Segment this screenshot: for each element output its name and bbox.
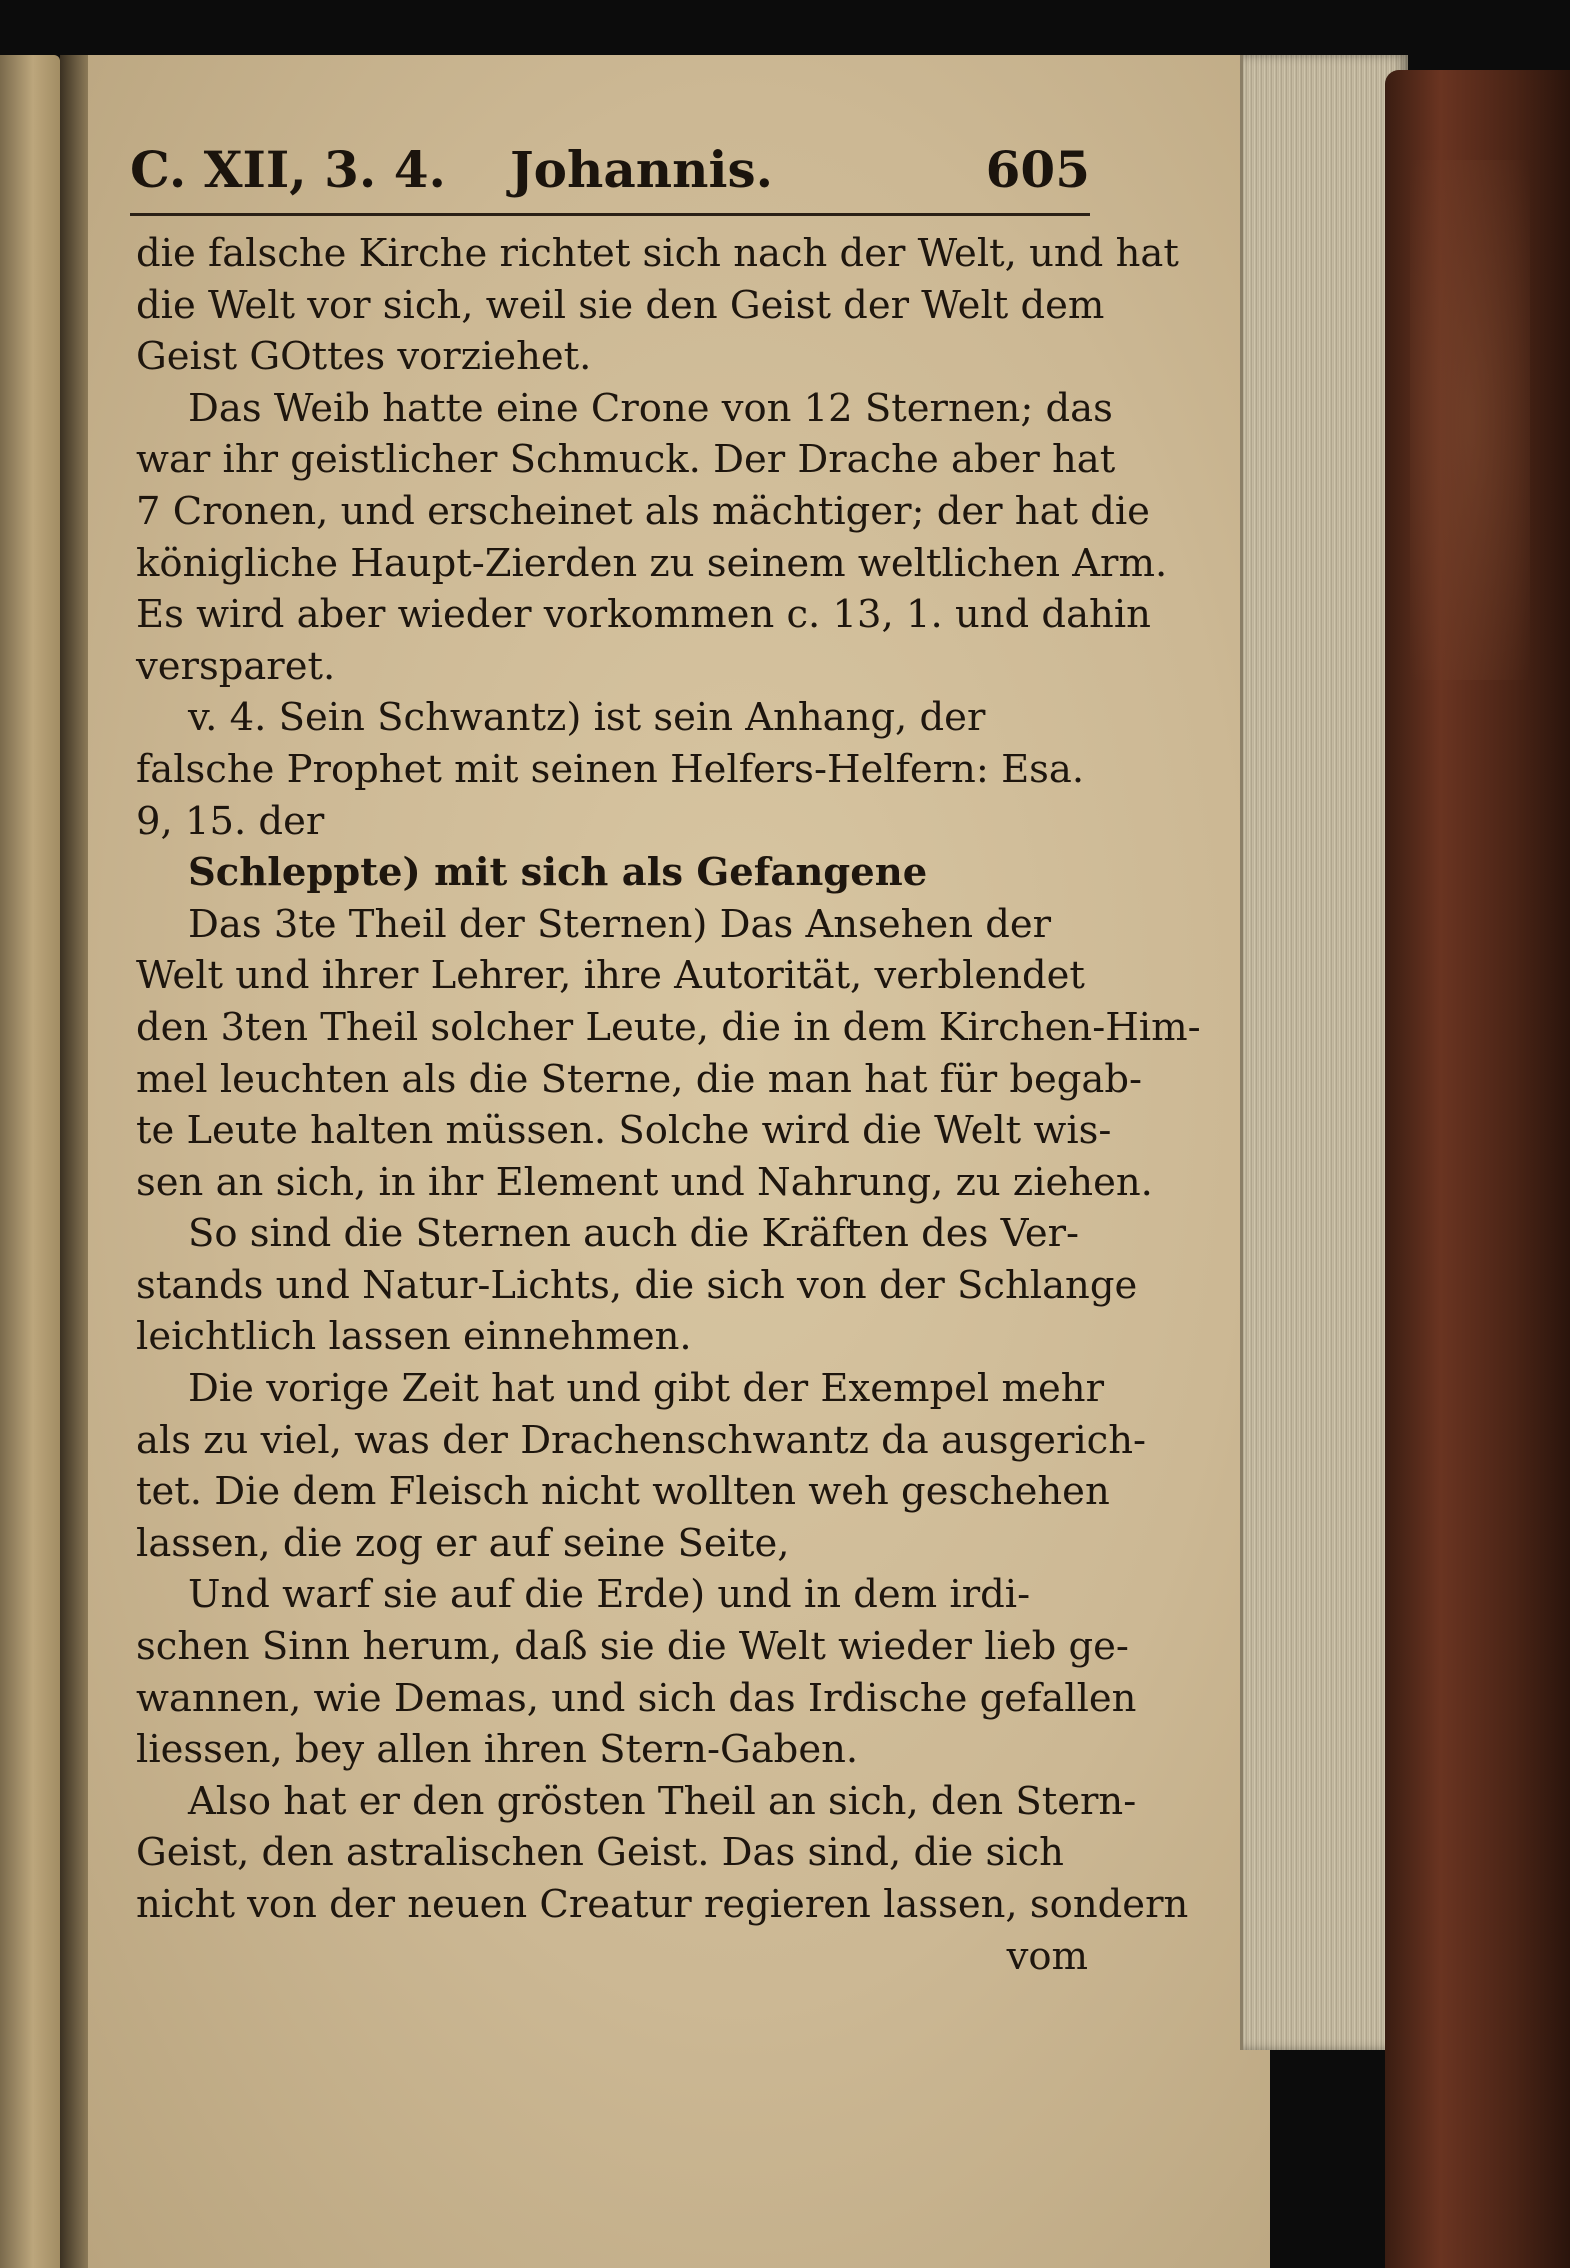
text-line: falsche Prophet mit seinen Helfers-Helfern: Esa. bbox=[136, 746, 1085, 792]
text-line: Schleppte) mit sich als Gefangene bbox=[188, 850, 928, 896]
catchword: vom bbox=[1006, 1933, 1088, 1979]
text-line: versparet. bbox=[136, 643, 336, 689]
text-line: lassen, die zog er auf seine Seite, bbox=[136, 1520, 790, 1566]
page-block-edges bbox=[1240, 55, 1408, 2050]
text-line: So sind die Sternen auch die Kräften des Ver- bbox=[188, 1211, 1080, 1257]
text-line: Geist, den astralischen Geist. Das sind, die sich bbox=[136, 1830, 1064, 1876]
text-line: tet. Die dem Fleisch nicht wollten weh geschehen bbox=[136, 1469, 1110, 1515]
header-rule bbox=[130, 213, 1090, 216]
text-line: Das Weib hatte eine Crone von 12 Sternen; das bbox=[188, 385, 1113, 431]
text-line: v. 4. Sein Schwantz) ist sein Anhang, der bbox=[188, 695, 986, 741]
text-line: nicht von der neuen Creatur regieren lassen, sondern bbox=[136, 1882, 1189, 1927]
cover-wear bbox=[1410, 160, 1530, 680]
text-line: wannen, wie Demas, und sich das Irdische gefallen bbox=[136, 1675, 1137, 1721]
text-line: Es wird aber wieder vorkommen c. 13, 1. und dahin bbox=[136, 592, 1151, 638]
text-line: die Welt vor sich, weil sie den Geist der Welt dem bbox=[136, 282, 1105, 328]
text-line: 9, 15. der bbox=[136, 798, 325, 844]
text-line: te Leute halten müssen. Solche wird die Welt wis- bbox=[136, 1108, 1112, 1154]
facing-page-edge bbox=[0, 55, 60, 2268]
text-line: Die vorige Zeit hat und gibt der Exempel mehr bbox=[188, 1366, 1104, 1412]
book-title: Johannis. bbox=[510, 140, 774, 199]
book-gutter bbox=[60, 55, 88, 2268]
text-line: schen Sinn herum, daß sie die Welt wieder lieb ge- bbox=[136, 1624, 1129, 1670]
page-number: 605 bbox=[985, 140, 1090, 199]
text-line: 7 Cronen, und erscheinet als mächtiger; der hat die bbox=[136, 488, 1150, 534]
text-line: mel leuchten als die Sterne, die man hat für begab- bbox=[136, 1056, 1143, 1102]
text-line: Und warf sie auf die Erde) und in dem irdi- bbox=[188, 1572, 1031, 1618]
text-line: Welt und ihrer Lehrer, ihre Autorität, verblendet bbox=[136, 953, 1085, 999]
page-body bbox=[136, 228, 1201, 1982]
text-line: die falsche Kirche richtet sich nach der Welt, und hat bbox=[136, 231, 1179, 276]
text-line: den 3ten Theil solcher Leute, die in dem Kirchen-Him- bbox=[136, 1004, 1201, 1050]
running-header bbox=[130, 140, 1090, 210]
text-line: königliche Haupt-Zierden zu seinem weltlichen Arm. bbox=[136, 540, 1168, 586]
text-line: war ihr geistlicher Schmuck. Der Drache aber hat bbox=[136, 437, 1116, 483]
text-line: stands und Natur-Lichts, die sich von der Schlange bbox=[136, 1262, 1138, 1308]
text-line: sen an sich, in ihr Element und Nahrung, zu ziehen. bbox=[136, 1159, 1153, 1205]
text-line: Geist GOttes vorziehet. bbox=[136, 334, 592, 380]
text-line: Also hat er den grösten Theil an sich, den Stern- bbox=[188, 1778, 1137, 1824]
text-line: Das 3te Theil der Sternen) Das Ansehen der bbox=[188, 901, 1052, 947]
text-line: liessen, bey allen ihren Stern-Gaben. bbox=[136, 1727, 859, 1773]
text-line: leichtlich lassen einnehmen. bbox=[136, 1314, 692, 1360]
text-line: als zu viel, was der Drachenschwantz da ausgerich- bbox=[136, 1417, 1147, 1463]
chapter-reference: C. XII, 3. 4. bbox=[130, 140, 446, 199]
